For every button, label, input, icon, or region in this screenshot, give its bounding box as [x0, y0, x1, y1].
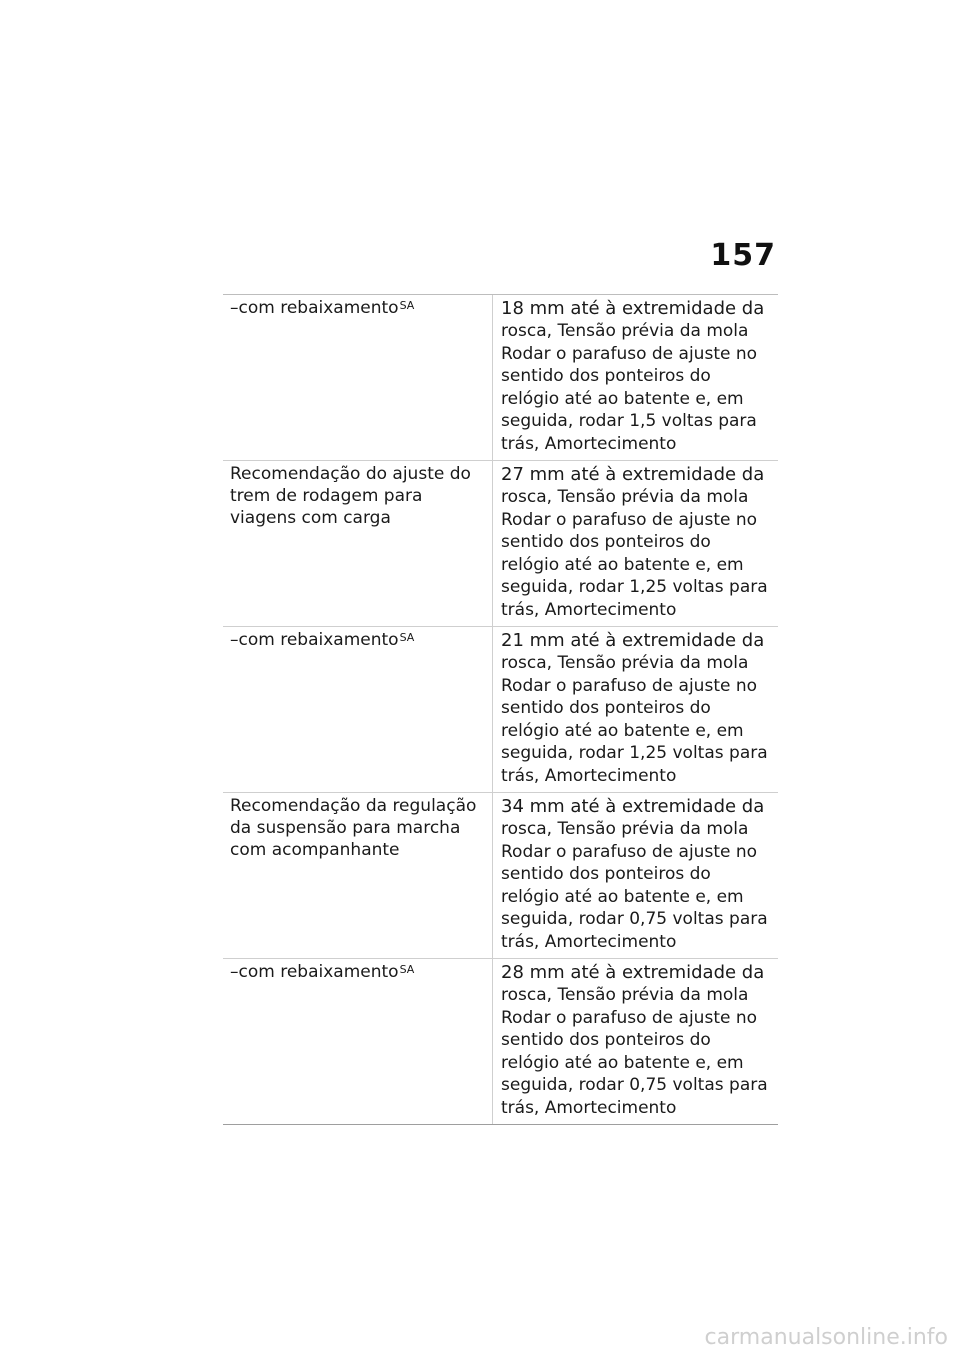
table-row	[223, 792, 778, 958]
sa-marker: SA	[399, 631, 415, 644]
row-label-text: –com rebaixamento	[230, 630, 399, 650]
table-row	[223, 626, 778, 792]
row-label	[223, 295, 493, 460]
row-measure: 18 mm até à extremidade da	[501, 298, 765, 319]
sa-marker: SA	[399, 963, 415, 976]
row-label	[223, 627, 493, 792]
row-label-text: Recomendação do ajuste do trem de rodagem para viagens com carga	[230, 464, 471, 528]
row-label-text: Recomendação da regulação da suspensão para marcha com acompanhante	[230, 796, 477, 860]
row-value	[493, 295, 778, 460]
row-instruction: rosca, Tensão prévia da mola Rodar o parafuso de ajuste no sentido dos ponteiros do relógio até ao batente e, em seguida, rodar 1,5 voltas para trás, Amortecimento	[501, 321, 758, 454]
table-row	[223, 460, 778, 626]
row-value	[493, 793, 778, 958]
spec-table	[223, 294, 778, 1125]
row-label-text: –com rebaixamento	[230, 298, 399, 318]
row-label	[223, 959, 493, 1124]
row-measure: 28 mm até à extremidade da	[501, 962, 765, 983]
row-label	[223, 793, 493, 958]
row-value	[493, 959, 778, 1124]
row-measure: 21 mm até à extremidade da	[501, 630, 765, 651]
row-label	[223, 461, 493, 626]
page-number: 157	[710, 238, 776, 273]
row-value	[493, 461, 778, 626]
watermark-text: carmanualsonline.info	[704, 1325, 948, 1350]
row-value	[493, 627, 778, 792]
table-row	[223, 958, 778, 1124]
row-instruction: rosca, Tensão prévia da mola Rodar o parafuso de ajuste no sentido dos ponteiros do relógio até ao batente e, em seguida, rodar 0,75 voltas para trás, Amortecimento	[501, 985, 768, 1118]
row-measure: 34 mm até à extremidade da	[501, 796, 765, 817]
row-instruction: rosca, Tensão prévia da mola Rodar o parafuso de ajuste no sentido dos ponteiros do relógio até ao batente e, em seguida, rodar 0,75 voltas para trás, Amortecimento	[501, 819, 768, 952]
row-measure: 27 mm até à extremidade da	[501, 464, 765, 485]
table-row	[223, 295, 778, 460]
row-instruction: rosca, Tensão prévia da mola Rodar o parafuso de ajuste no sentido dos ponteiros do relógio até ao batente e, em seguida, rodar 1,25 voltas para trás, Amortecimento	[501, 653, 768, 786]
row-label-text: –com rebaixamento	[230, 962, 399, 982]
sa-marker: SA	[399, 299, 415, 312]
row-instruction: rosca, Tensão prévia da mola Rodar o parafuso de ajuste no sentido dos ponteiros do relógio até ao batente e, em seguida, rodar 1,25 voltas para trás, Amortecimento	[501, 487, 768, 620]
